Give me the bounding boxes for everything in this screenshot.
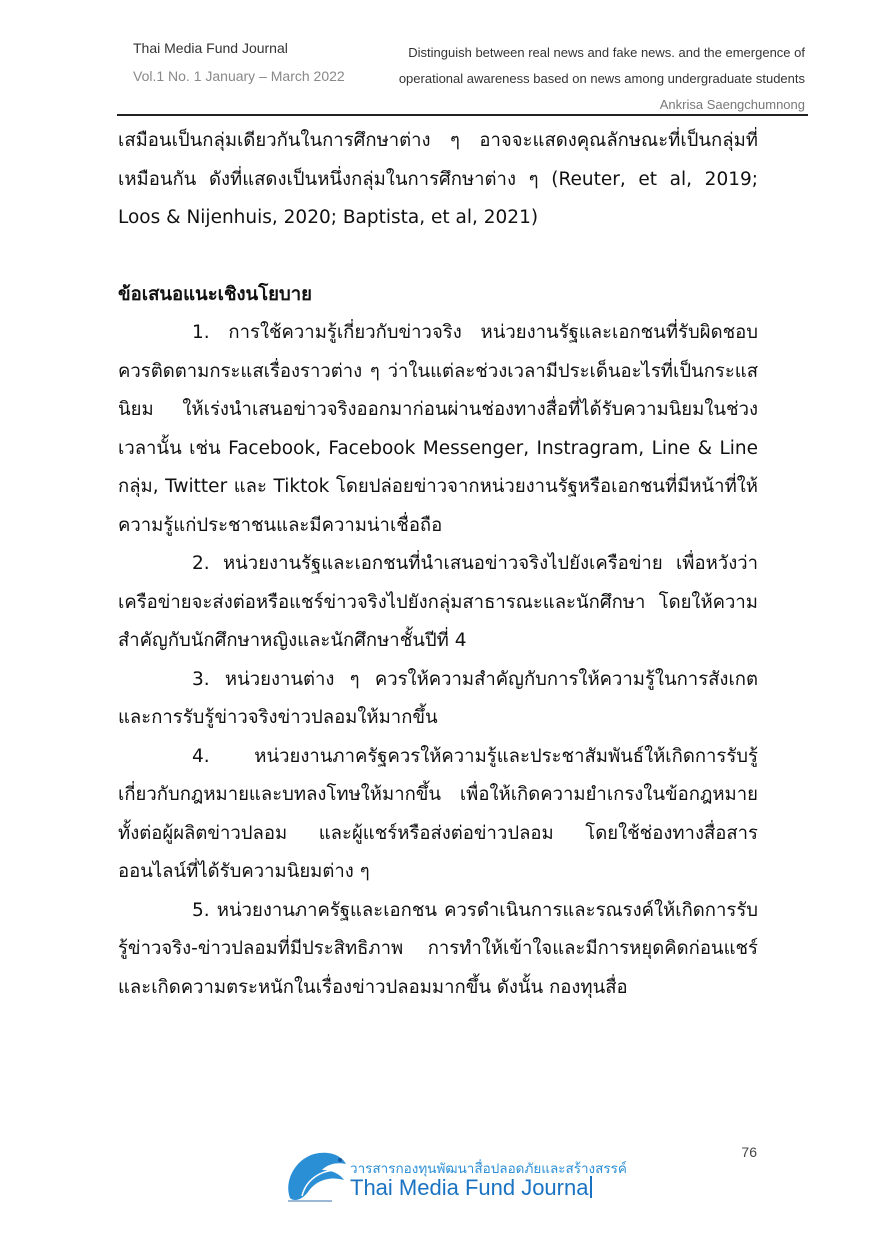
logo-thai-text: วารสารกองทุนพัฒนาสื่อปลอดภัยและสร้างสรรค์ bbox=[350, 1161, 627, 1177]
issue-info: Vol.1 No. 1 January – March 2022 bbox=[133, 68, 345, 84]
section-heading: ข้อเสนอแนะเชิงนโยบาย bbox=[118, 283, 312, 305]
recommendation-3: 3. หน่วยงานต่าง ๆ ควรให้ความสำคัญกับการให้ความรู้ในการสังเกตและการรับรู้ข่าวจริงข่าวปลอมให้มากขึ้น bbox=[118, 668, 758, 728]
logo-english-text: Thai Media Fund Journal bbox=[350, 1175, 594, 1200]
recommendation-5: 5. หน่วยงานภาครัฐและเอกชน ควรดำเนินการและรณรงค์ให้เกิดการรับรู้ข่าวจริง-ข่าวปลอมที่มีประสิทธิภาพ การทำให้เข้าใจและมีการหยุดคิดก่อนแชร์ และเกิดความตระหนักในเรื่องข่าวปลอมมากขึ้น ดังนั้น กองทุนสื่อ bbox=[118, 899, 758, 998]
article-title-line-2: operational awareness based on news among undergraduate students bbox=[398, 71, 805, 86]
paragraph-continued: เสมือนเป็นกลุ่มเดียวกันในการศึกษาต่าง ๆ อาจจะแสดงคุณลักษณะที่เป็นกลุ่มที่เหมือนกัน ดังที่แสดงเป็นหนึ่งกลุ่มในการศึกษาต่าง ๆ (Reuter, et al, 2019; Loos & Nijenhuis, 2020; Baptista, et al, 2021) bbox=[118, 130, 758, 228]
recommendation-2: 2. หน่วยงานรัฐและเอกชนที่นำเสนอข่าวจริงไปยังเครือข่าย เพื่อหวังว่าเครือข่ายจะส่งต่อหรือแชร์ข่าวจริงไปยังกลุ่มสาธารณะและนักศึกษา โดยให้ความสำคัญกับนักศึกษาหญิงและนักศึกษาชั้นปีที่ 4 bbox=[118, 553, 758, 651]
header-left bbox=[133, 40, 345, 84]
header-right bbox=[399, 40, 805, 118]
recommendation-1: 1. การใช้ความรู้เกี่ยวกับข่าวจริง หน่วยงานรัฐและเอกชนที่รับผิดชอบควรติดตามกระแสเรื่องราวต่าง ๆ ว่าในแต่ละช่วงเวลามีประเด็นอะไรที่เป็นกระแสนิยม ให้เร่งนำเสนอข่าวจริงออกมาก่อนผ่านช่องทางสื่อที่ได้รับความนิยมในช่วงเวลานั้น เช่น Facebook, Facebook Messenger, Instragram, Line & Line กลุ่ม, Twitter และ Tiktok โดยปล่อยข่าวจากหน่วยงานรัฐหรือเอกชนที่มีหน้าที่ให้ความรู้แก่ประชาชนและมีความน่าเชื่อถือ bbox=[118, 322, 758, 536]
journal-name: Thai Media Fund Journal bbox=[133, 40, 288, 56]
article-title-line-1: Distinguish between real news and fake news. and the emergence of bbox=[408, 45, 805, 60]
recommendation-4: 4. หน่วยงานภาครัฐควรให้ความรู้และประชาสัมพันธ์ให้เกิดการรับรู้เกี่ยวกับกฎหมายและบทลงโทษให้มากขึ้น เพื่อให้เกิดความยำเกรงในข้อกฎหมาย ทั้งต่อผู้ผลิตข่าวปลอม และผู้แชร์หรือส่งต่อข่าวปลอม โดยใช้ช่องทางสื่อสารออนไลน์ที่ได้รับความนิยมต่าง ๆ bbox=[118, 745, 758, 882]
article-author: Ankrisa Saengchumnong bbox=[659, 97, 805, 112]
page-body bbox=[118, 122, 758, 1007]
header-divider bbox=[117, 114, 808, 116]
page-number: 76 bbox=[741, 1144, 757, 1160]
